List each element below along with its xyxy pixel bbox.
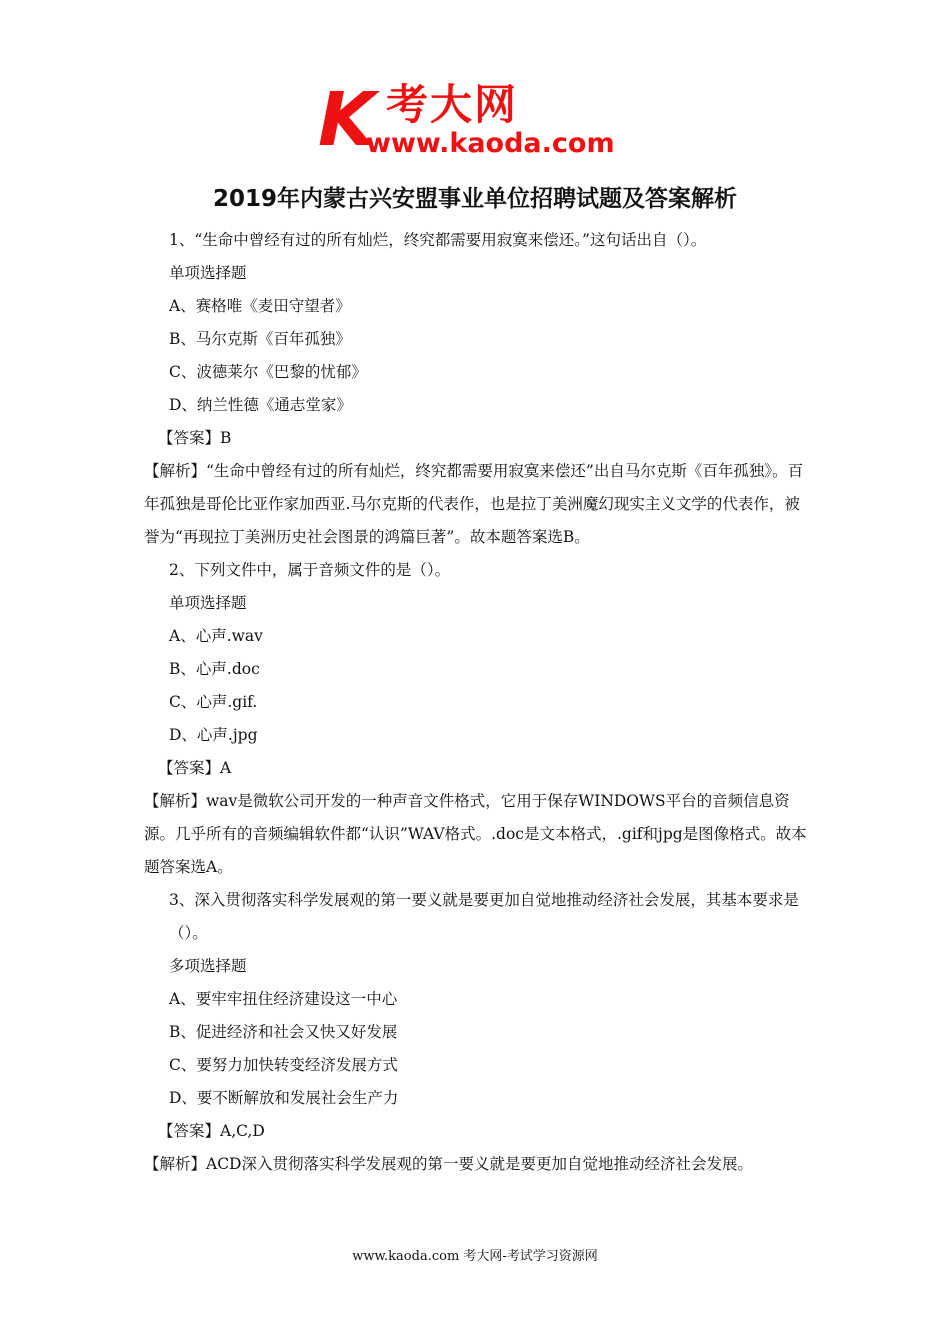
paragraph: 1、“生命中曾经有过的所有灿烂，终究都需要用寂寞来偿还。”这句话出自（）。 bbox=[169, 231, 707, 249]
page-footer: www.kaoda.com 考大网-考试学习资源网 bbox=[352, 1249, 598, 1264]
paragraph: B、促进经济和社会又快又好发展 bbox=[169, 1023, 398, 1041]
paragraph: 2、下列文件中，属于音频文件的是（）。 bbox=[169, 561, 451, 579]
paragraph: C、要努力加快转变经济发展方式 bbox=[169, 1056, 398, 1074]
paragraph: A、心声.wav bbox=[169, 627, 263, 645]
paragraph: B、马尔克斯《百年孤独》 bbox=[169, 330, 351, 348]
paragraph: B、心声.doc bbox=[169, 660, 260, 678]
paragraph: C、波德莱尔《巴黎的忧郁》 bbox=[169, 363, 367, 381]
paragraph: 单项选择题 bbox=[169, 594, 247, 612]
paragraph: 【答案】B bbox=[158, 429, 232, 447]
paragraph: 【解析】wav是微软公司开发的一种声音文件格式，它用于保存WINDOWS平台的音频信息资源。几乎所有的音频编辑软件都“认识”WAV格式。.doc是文本格式，.gif和jpg是图像格式。故本题答案选A。 bbox=[144, 792, 807, 876]
paragraph: D、心声.jpg bbox=[169, 726, 258, 744]
logo-mark: K bbox=[318, 77, 376, 163]
logo-name: 考大网 bbox=[386, 80, 519, 129]
page-title: 2019年内蒙古兴安盟事业单位招聘试题及答案解析 bbox=[212, 186, 737, 212]
paragraph: D、纳兰性德《通志堂家》 bbox=[169, 396, 352, 414]
paragraph: 【答案】A bbox=[158, 759, 232, 777]
paragraph: 3、深入贯彻落实科学发展观的第一要义就是要更加自觉地推动经济社会发展，其基本要求是（）。 bbox=[169, 891, 799, 942]
paragraph: A、赛格唯《麦田守望者》 bbox=[169, 297, 351, 315]
document-body bbox=[144, 224, 814, 1181]
paragraph: 单项选择题 bbox=[169, 264, 247, 282]
paragraph: 【解析】“生命中曾经有过的所有灿烂，终究都需要用寂寞来偿还”出自马尔克斯《百年孤独》。百年孤独是哥伦比亚作家加西亚.马尔克斯的代表作，也是拉丁美洲魔幻现实主义文学的代表作，被誉为“再现拉丁美洲历史社会图景的鸿篇巨著”。故本题答案选B。 bbox=[144, 462, 804, 546]
paragraph: 【答案】A,C,D bbox=[158, 1122, 265, 1140]
paragraph: 【解析】ACD深入贯彻落实科学发展观的第一要义就是要更加自觉地推动经济社会发展。 bbox=[144, 1155, 753, 1173]
paragraph: D、要不断解放和发展社会生产力 bbox=[169, 1089, 399, 1107]
paragraph: C、心声.gif. bbox=[169, 693, 258, 711]
paragraph: A、要牢牢扭住经济建设这一中心 bbox=[169, 990, 398, 1008]
paragraph: 多项选择题 bbox=[169, 957, 247, 975]
kaoda-logo bbox=[316, 77, 646, 164]
logo-url: www.kaoda.com bbox=[366, 128, 615, 159]
